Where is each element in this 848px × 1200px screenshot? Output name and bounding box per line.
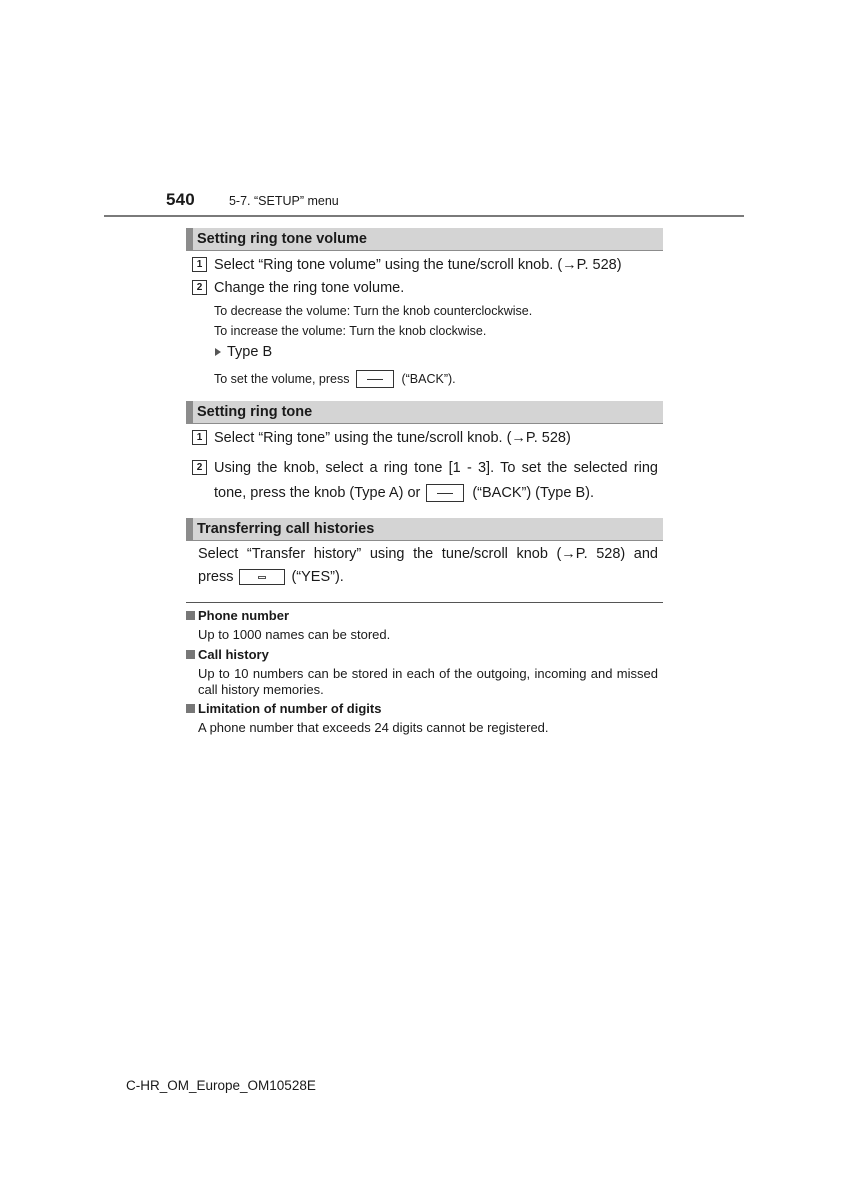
set-volume-text-before: To set the volume, press bbox=[214, 372, 350, 386]
page-number: 540 bbox=[166, 190, 195, 209]
document-footer: C-HR_OM_Europe_OM10528E bbox=[126, 1078, 316, 1093]
section-title: Transferring call histories bbox=[197, 521, 375, 537]
step-text-after: (“BACK”) (Type B). bbox=[472, 485, 594, 501]
note-body: Up to 1000 names can be stored. bbox=[198, 627, 391, 642]
note-body: Up to 10 numbers can be stored in each of the outgoing, incoming and missed call history memories. bbox=[198, 666, 658, 697]
note-title: Limitation of number of digits bbox=[198, 701, 382, 716]
note-heading-phone-number bbox=[186, 608, 289, 623]
section-heading-ring-tone bbox=[186, 401, 663, 424]
step-number-badge: 1 bbox=[192, 257, 207, 272]
section-title: Setting ring tone bbox=[197, 404, 313, 420]
page-header bbox=[166, 190, 339, 214]
back-button-icon bbox=[356, 370, 394, 388]
step-number-badge: 2 bbox=[192, 460, 207, 475]
square-bullet-icon bbox=[186, 611, 195, 620]
step-2-continuation bbox=[214, 484, 594, 502]
header-divider bbox=[104, 215, 744, 217]
volume-decrease-note: To decrease the volume: Turn the knob counterclockwise. bbox=[214, 304, 533, 318]
set-volume-text-after: (“BACK”). bbox=[401, 372, 456, 386]
type-label-text: Type B bbox=[227, 344, 273, 360]
square-bullet-icon bbox=[186, 704, 195, 713]
step-number-badge: 1 bbox=[192, 430, 207, 445]
note-heading-digit-limit bbox=[186, 701, 381, 716]
section-heading-transfer-histories bbox=[186, 518, 663, 541]
step-text: Using the knob, select a ring tone [1 - 3]. To set the selected ring bbox=[214, 460, 658, 476]
transfer-text-line1: Select “Transfer history” using the tune/scroll knob (→P. 528) and bbox=[198, 546, 658, 562]
type-b-label bbox=[215, 344, 272, 360]
section-title: Setting ring tone volume bbox=[197, 231, 367, 247]
note-title: Phone number bbox=[198, 608, 290, 623]
step-text: Select “Ring tone volume” using the tune/scroll knob. (→P. 528) bbox=[214, 257, 622, 273]
yes-button-icon bbox=[239, 569, 285, 585]
note-title: Call history bbox=[198, 647, 269, 662]
step-text-before: tone, press the knob (Type A) or bbox=[214, 485, 421, 501]
step-text: Select “Ring tone” using the tune/scroll knob. (→P. 528) bbox=[214, 430, 571, 446]
volume-increase-note: To increase the volume: Turn the knob clockwise. bbox=[214, 324, 487, 338]
step-2 bbox=[192, 459, 658, 477]
triangle-bullet-icon bbox=[215, 348, 221, 356]
set-volume-instruction bbox=[214, 370, 456, 388]
step-1 bbox=[192, 429, 571, 447]
step-text: Change the ring tone volume. bbox=[214, 280, 405, 296]
step-1 bbox=[192, 256, 622, 274]
note-heading-call-history bbox=[186, 647, 269, 662]
section-reference: 5-7. “SETUP” menu bbox=[228, 194, 339, 208]
note-body: A phone number that exceeds 24 digits cannot be registered. bbox=[198, 720, 549, 735]
back-button-icon bbox=[426, 484, 464, 502]
notes-divider bbox=[186, 602, 663, 603]
transfer-text-before: press bbox=[198, 569, 234, 585]
transfer-text-line2 bbox=[198, 569, 344, 585]
section-heading-ring-tone-volume bbox=[186, 228, 663, 251]
square-bullet-icon bbox=[186, 650, 195, 659]
step-number-badge: 2 bbox=[192, 280, 207, 295]
transfer-text-after: (“YES”). bbox=[291, 569, 344, 585]
step-2 bbox=[192, 279, 404, 297]
